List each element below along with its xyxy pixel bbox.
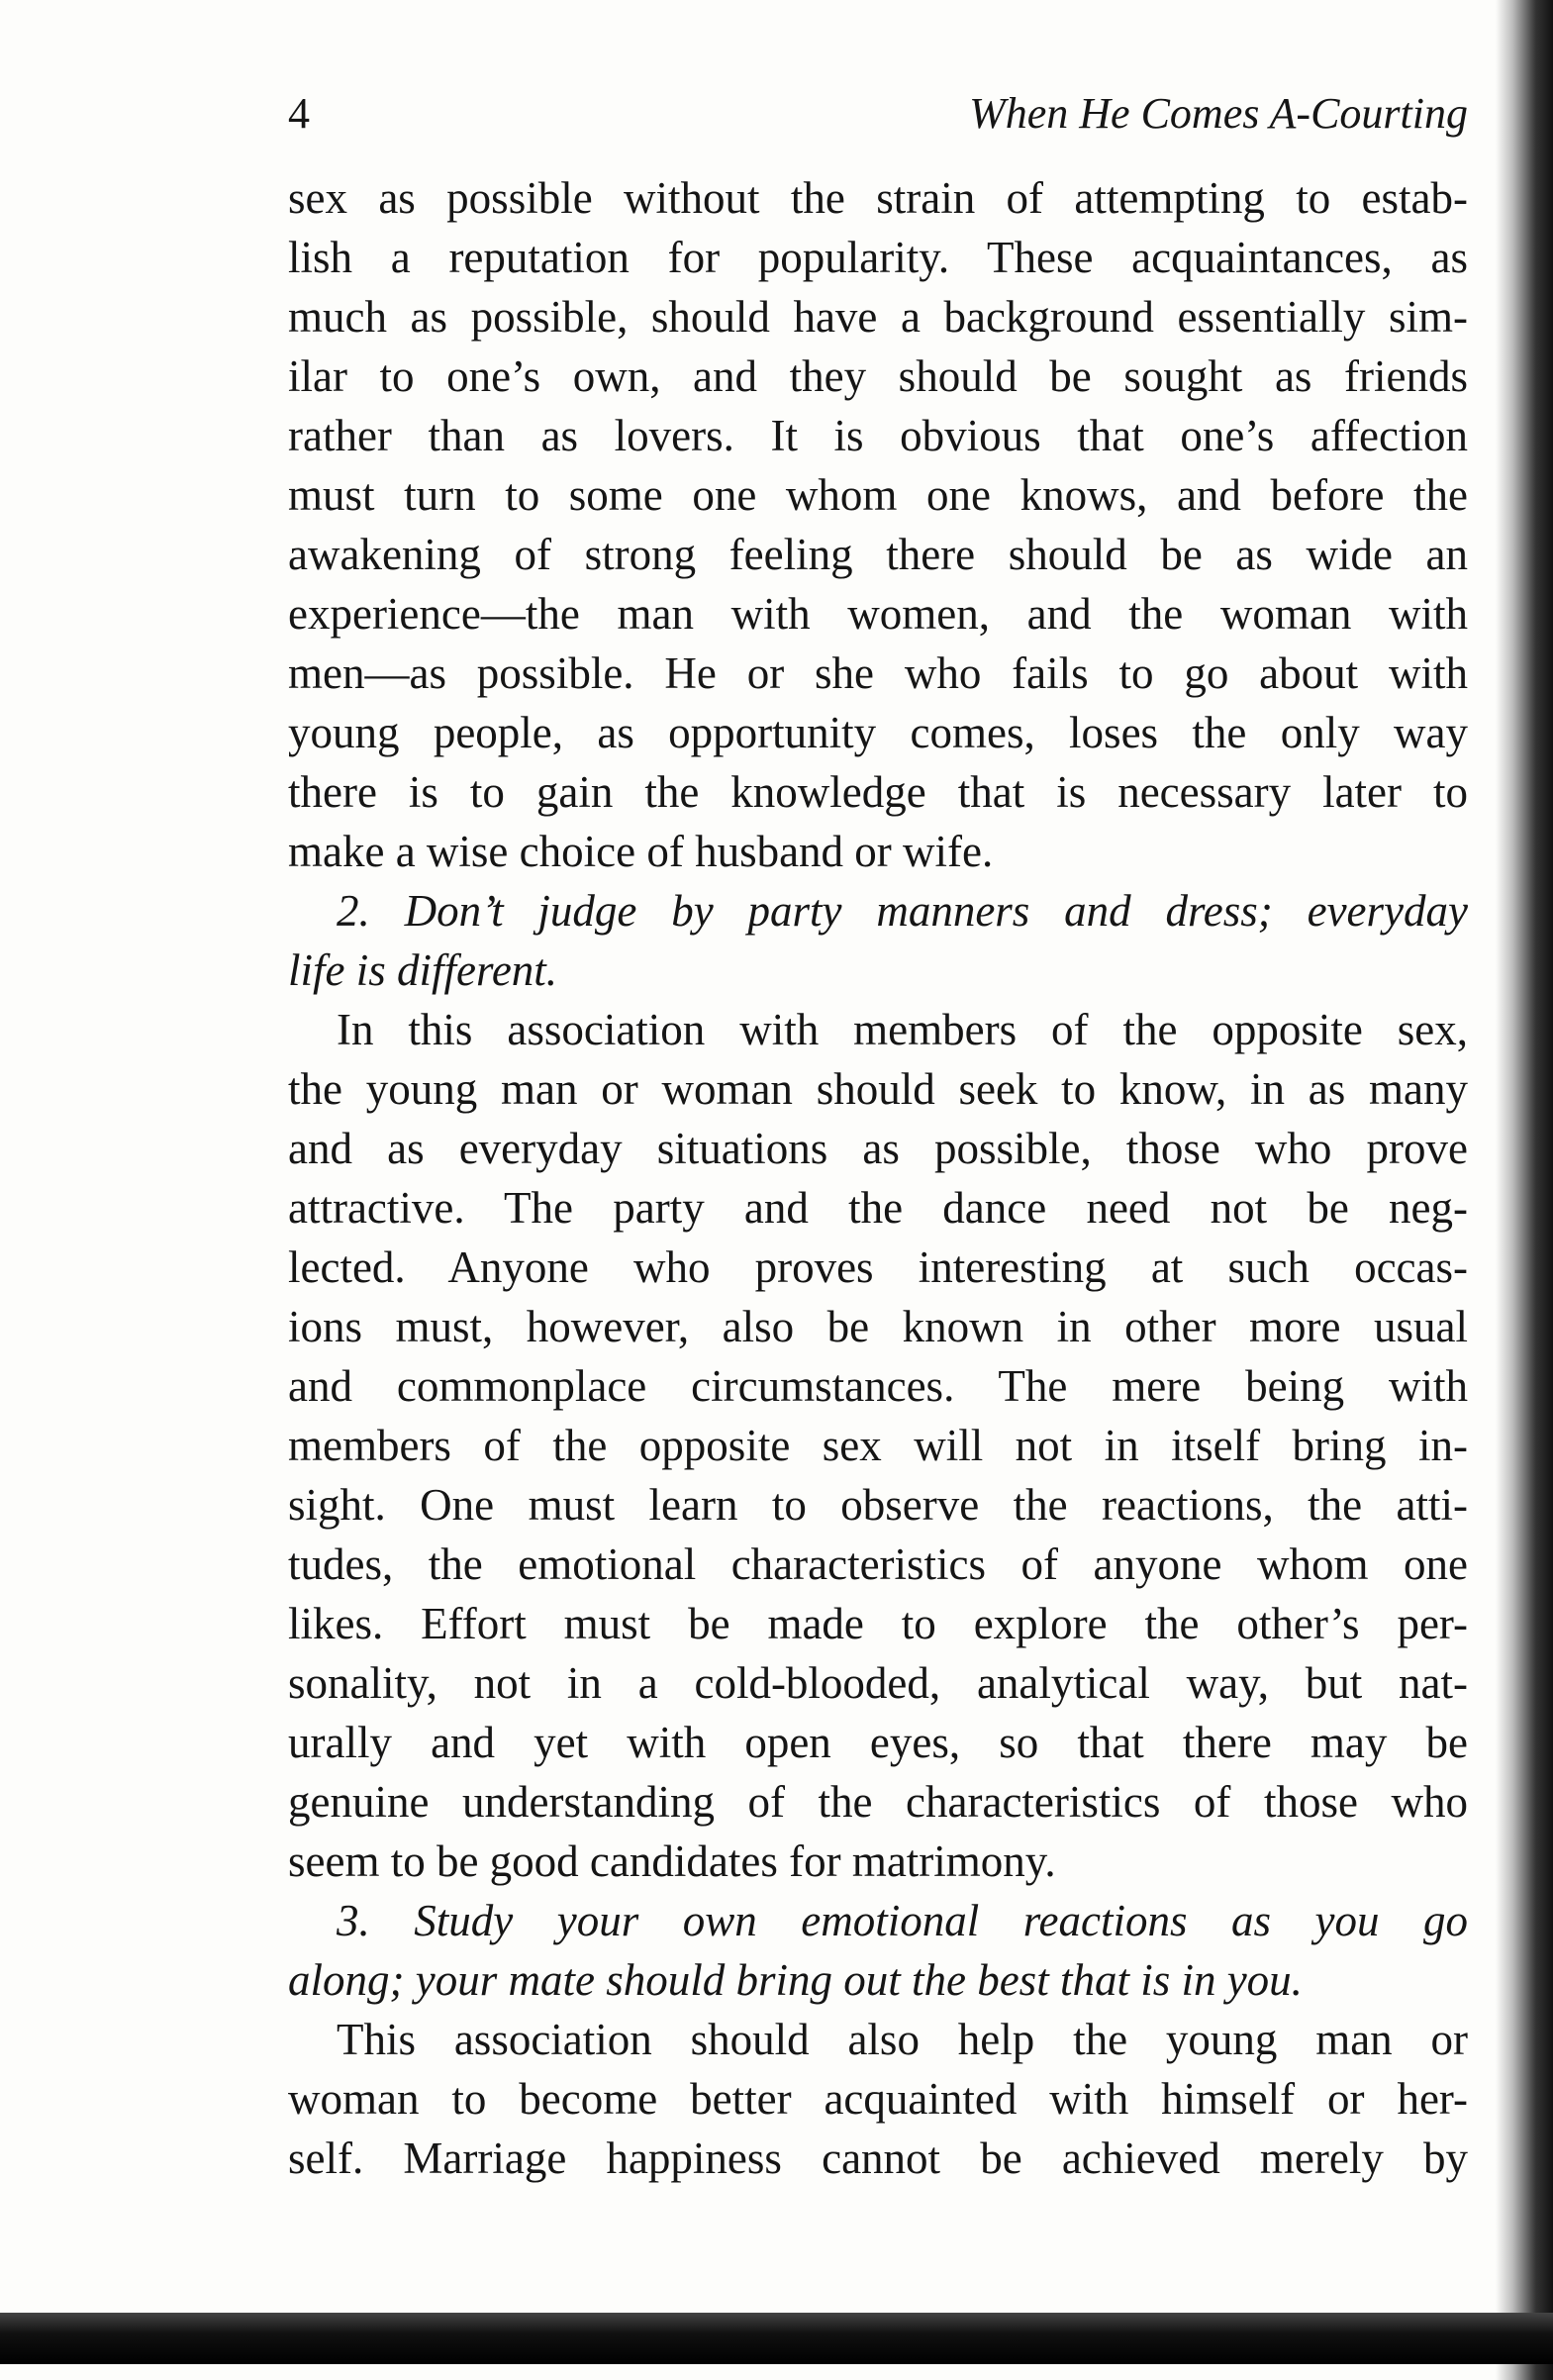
text-line: ions must, however, also be known in other more usual xyxy=(288,1302,1468,1351)
text-line: and as everyday situations as possible, those who prove xyxy=(288,1124,1468,1173)
text-line: In this association with members of the opposite sex, xyxy=(337,1005,1468,1054)
text-line: 3. Study your own emotional reactions as you go xyxy=(337,1896,1468,1945)
text-line: men—as possible. He or she who fails to go about with xyxy=(288,648,1468,698)
page-number: 4 xyxy=(288,89,310,138)
page-text xyxy=(288,168,1468,2188)
text-line: urally and yet with open eyes, so that there may be xyxy=(288,1718,1468,1767)
section-heading xyxy=(288,1891,1468,2010)
paragraph xyxy=(288,2010,1468,2188)
text-line: self. Marriage happiness cannot be achieved merely by xyxy=(288,2133,1468,2183)
text-line: life is different. xyxy=(288,945,558,995)
running-header xyxy=(288,85,1468,143)
scan-bottom-band xyxy=(0,2313,1553,2364)
text-line: sonality, not in a cold-blooded, analytical way, but nat- xyxy=(288,1658,1468,1708)
text-line: lected. Anyone who proves interesting at such occas- xyxy=(288,1242,1468,1292)
text-line: lish a reputation for popularity. These acquaintances, as xyxy=(288,233,1468,282)
section-heading xyxy=(288,881,1468,1000)
text-line: tudes, the emotional characteristics of anyone whom one xyxy=(288,1539,1468,1589)
text-line: likes. Effort must be made to explore the other’s per- xyxy=(288,1599,1468,1648)
page-edge-shadow xyxy=(1496,0,1553,2380)
text-line: This association should also help the young man or xyxy=(337,2015,1468,2064)
text-line: along; your mate should bring out the best that is in you. xyxy=(288,1955,1303,2005)
text-line: sex as possible without the strain of attempting to estab- xyxy=(288,173,1468,223)
text-line: awakening of strong feeling there should be as wide an xyxy=(288,530,1468,579)
paragraph xyxy=(288,1000,1468,1891)
text-line: much as possible, should have a background essentially sim- xyxy=(288,292,1468,342)
text-line: must turn to some one whom one knows, and before the xyxy=(288,470,1468,520)
text-line: the young man or woman should seek to know, in as many xyxy=(288,1064,1468,1114)
text-line: seem to be good candidates for matrimony. xyxy=(288,1836,1056,1886)
text-line: sight. One must learn to observe the reactions, the atti- xyxy=(288,1480,1468,1530)
text-line: genuine understanding of the characteristics of those who xyxy=(288,1777,1468,1827)
text-line: ilar to one’s own, and they should be sought as friends xyxy=(288,351,1468,401)
text-line: members of the opposite sex will not in itself bring in- xyxy=(288,1421,1468,1470)
text-line: experience—the man with women, and the woman with xyxy=(288,589,1468,639)
text-line: 2. Don’t judge by party manners and dress; everyday xyxy=(337,886,1468,936)
text-line: make a wise choice of husband or wife. xyxy=(288,827,994,876)
running-title: When He Comes A-Courting xyxy=(969,89,1468,138)
paragraph xyxy=(288,168,1468,881)
text-line: and commonplace circumstances. The mere being with xyxy=(288,1361,1468,1411)
text-line: rather than as lovers. It is obvious that one’s affection xyxy=(288,411,1468,460)
book-page xyxy=(288,85,1468,2188)
text-line: attractive. The party and the dance need not be neg- xyxy=(288,1183,1468,1233)
text-line: there is to gain the knowledge that is necessary later to xyxy=(288,767,1468,817)
text-line: young people, as opportunity comes, loses the only way xyxy=(288,708,1468,757)
text-line: woman to become better acquainted with himself or her- xyxy=(288,2074,1468,2124)
